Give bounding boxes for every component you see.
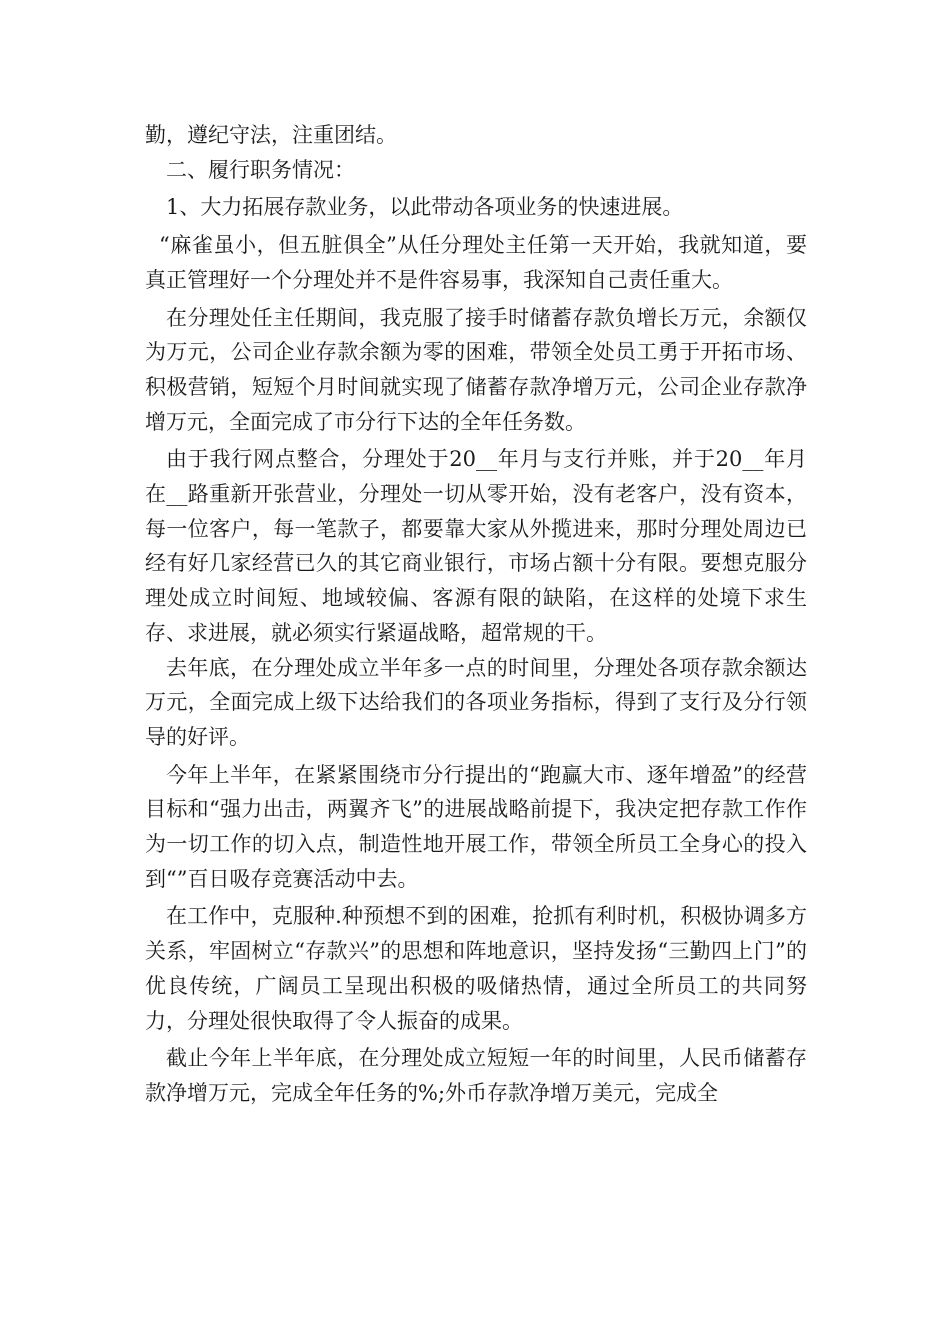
paragraph-3: 在分理处任主任期间，我克服了接手时储蓄存款负增长万元，余额仅为万元，公司企业存款余额为零的困难，带领全处员工勇于开拓市场、积极营销，短短个月时间就实现了储蓄存款净增万元，公司企业存款净增万元，全面完成了市分行下达的全年任务数。 <box>145 305 807 434</box>
paragraph-2: “麻雀虽小，但五脏俱全”从任分理处主任第一天开始，我就知道，要真正管理好一个分理处并不是件容易事，我深知自己责任重大。 <box>145 233 807 292</box>
paragraph-6: 今年上半年，在紧紧围绕市分行提出的“跑赢大市、逐年增盈”的经营目标和“强力出击，两翼齐飞”的进展战略前提下，我决定把存款工作作为一切工作的切入点，制造性地开展工作，带领全所员工全身心的投入到“”百日吸存竞赛活动中去。 <box>145 762 807 891</box>
paragraph-4: 由于我行网点整合，分理处于20__年月与支行并账，并于20__年月在__路重新开张营业，分理处一切从零开始，没有老客户，没有资本，每一位客户，每一笔款子，都要靠大家从外揽进来，那时分理处周边已经有好几家经营已久的其它商业银行，市场占额十分有限。要想克服分理处成立时间短、地域较偏、客源有限的缺陷，在这样的处境下求生存、求进展，就必须实行紧逼战略，超常规的干。 <box>145 447 807 645</box>
paragraph-7: 在工作中，克服种.种预想不到的困难，抢抓有利时机，积极协调多方关系，牢固树立“存款兴”的思想和阵地意识，坚持发扬“三勤四上门”的优良传统，广阔员工呈现出积极的吸储热情，通过全所员工的共同努力，分理处很快取得了令人振奋的成果。 <box>145 904 807 1033</box>
document-body <box>145 118 807 1111</box>
paragraph-8: 截止今年上半年底，在分理处成立短短一年的时间里，人民币储蓄存款净增万元，完成全年任务的%;外币存款净增万美元，完成全 <box>145 1046 807 1105</box>
paragraph-5: 去年底，在分理处成立半年多一点的时间里，分理处各项存款余额达万元，全面完成上级下达给我们的各项业务指标，得到了支行及分行领导的好评。 <box>145 655 807 749</box>
paragraph-1: 勤，遵纪守法，注重团结。 <box>145 123 397 147</box>
subsection-heading: 1、大力拓展存款业务，以此带动各项业务的快速进展。 <box>166 195 684 220</box>
section-heading: 二、履行职务情况： <box>166 157 355 182</box>
